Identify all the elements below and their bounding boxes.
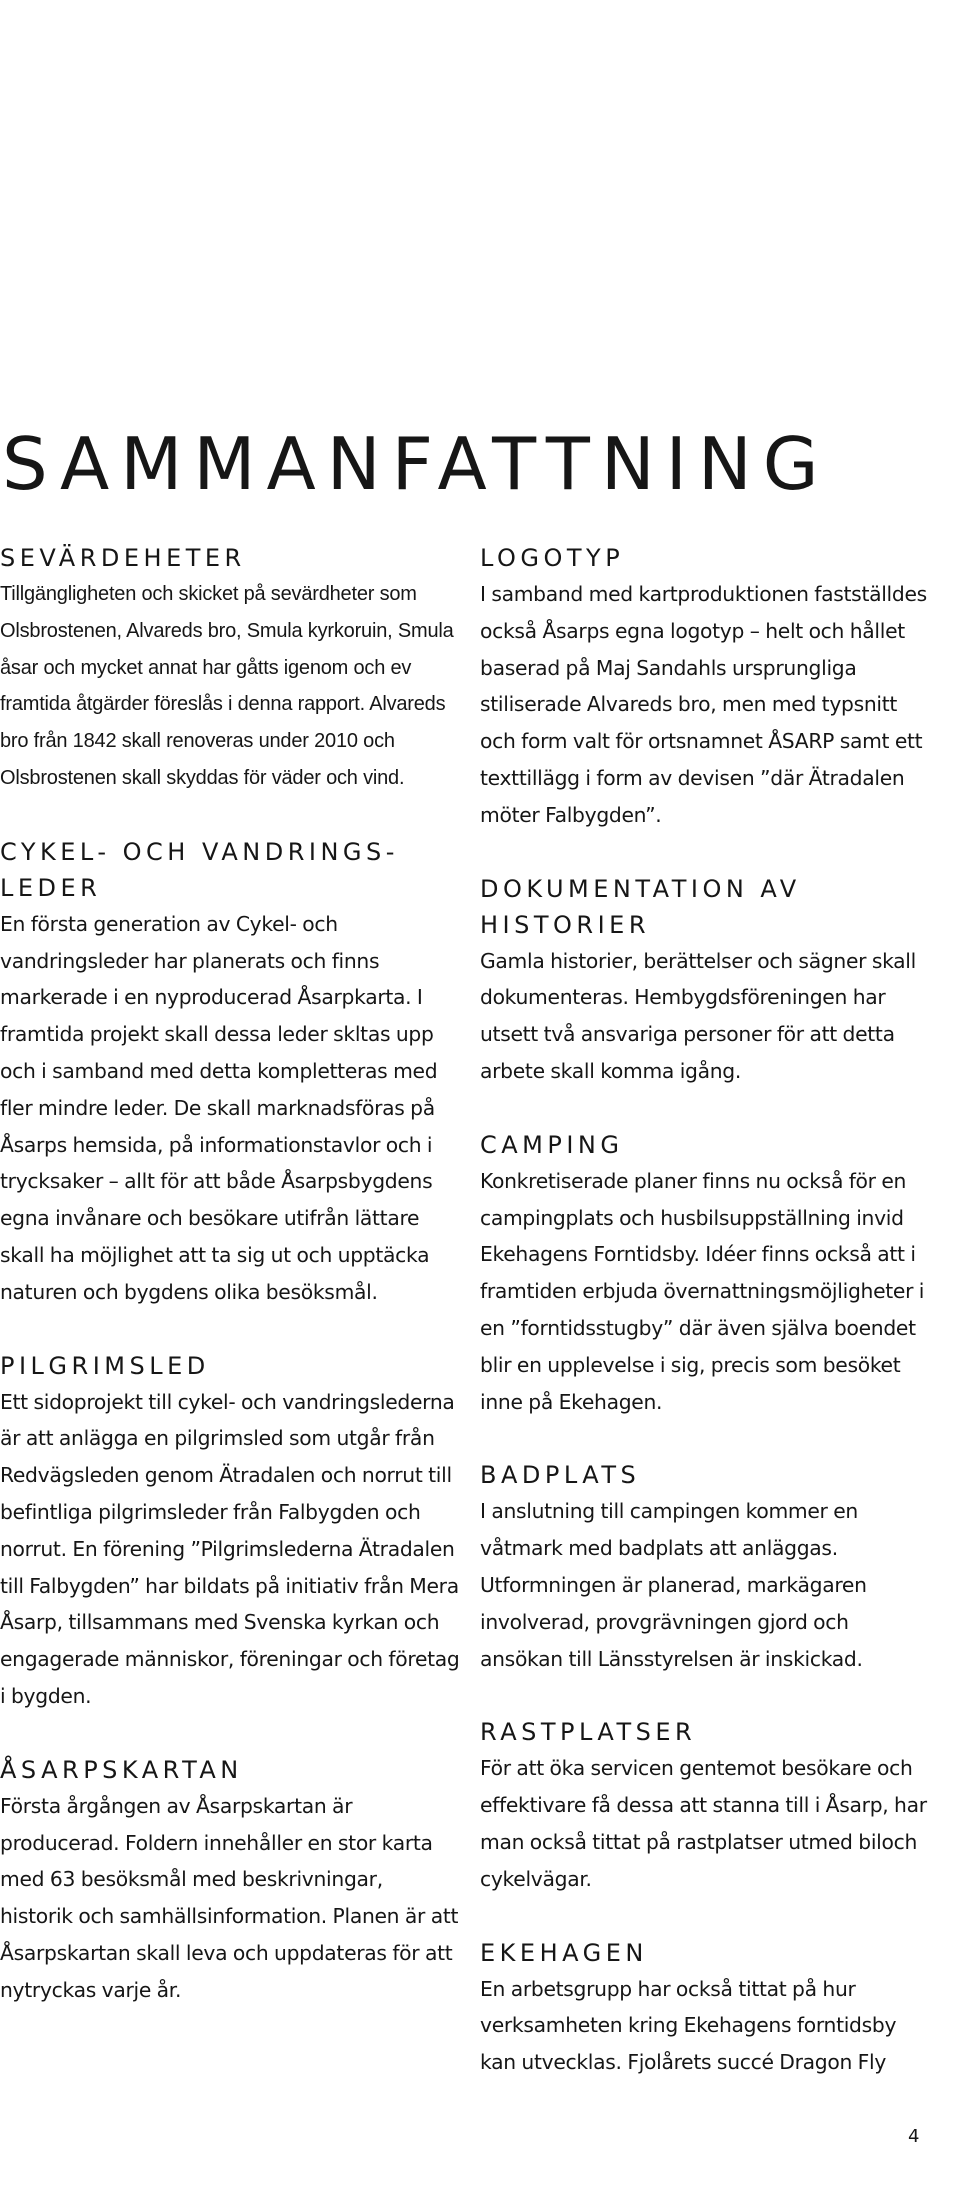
section-body: För att öka servicen gentemot besökare och effektivare få dessa att stanna till i Åsarp, har man också tittat på rastplatser utmed biloch cykelvägar. — [480, 1756, 927, 1891]
section-dokumentation-av-historier — [480, 871, 935, 1090]
section-ekehagen — [480, 1935, 935, 2081]
section-heading: PILGRIMSLED — [0, 1351, 210, 1380]
section-body: I samband med kartproduktionen fastställdes också Åsarps egna logotyp – helt och hållet baserad på Maj Sandahls ursprungliga stiliserade Alvareds bro, men med typsnitt och form valt för ortsnamnet ÅSARP samt ett texttillägg i form av devisen ”där Ätradalen möter Falbygden”. — [480, 582, 927, 827]
section-heading: ÅSARPSKARTAN — [0, 1755, 243, 1784]
section-rastplatser — [480, 1714, 935, 1897]
section-logotyp — [480, 540, 935, 834]
page-number: 4 — [908, 2126, 920, 2147]
section-sevardeheter — [0, 540, 460, 797]
section-body: I anslutning till campingen kommer en våtmark med badplats att anläggas. Utformningen är planerad, markägaren involverad, provgrävningen gjord och ansökan till Länsstyrelsen är inskickad. — [480, 1499, 867, 1671]
section-heading: DOKUMENTATION AV HISTORIER — [480, 874, 801, 939]
section-pilgrimsled — [0, 1348, 460, 1715]
section-body: Ett sidoprojekt till cykel- och vandringslederna är att anlägga en pilgrimsled som utgår från Redvägsleden genom Ätradalen och norrut till befintliga pilgrimsleder från Falbygden och norrut. En förening ”Pilgrimslederna Ätradalen till Falbygden” har bildats på initiativ från Mera Åsarp, tillsammans med Svenska kyrkan och engagerade människor, föreningar och företag i bygden. — [0, 1389, 460, 1708]
left-column — [0, 540, 460, 2009]
section-body: Första årgången av Åsarpskartan är producerad. Foldern innehåller en stor karta med 63 besöksmål med beskrivningar, historik och samhällsinformation. Planen är att Åsarpskartan skall leva och uppdateras för att nytryckas varje år. — [0, 1793, 459, 2002]
section-body: Gamla historier, berättelser och sägner skall dokumenteras. Hembygdsföreningen har utsett två ansvariga personer för att detta arbete skall komma igång. — [480, 948, 916, 1083]
section-body: En första generation av Cykel- och vandringsleder har planerats och finns markerade i en nyproducerad Åsarpkarta. I framtida projekt skall dessa leder skltas upp och i samband med detta kompletteras med fler mindre leder. De skall marknadsföras på Åsarps hemsida, på informationstavlor och i trycksaker – allt för att både Åsarpsbygdens egna invånare och besökare utifrån lättare skall ha möjlighet att ta sig ut och upptäcka naturen och bygdens olika besöksmål. — [0, 911, 438, 1304]
section-heading: RASTPLATSER — [480, 1718, 697, 1747]
section-heading: SEVÄRDEHETER — [0, 544, 246, 572]
section-heading: EKEHAGEN — [480, 1938, 648, 1967]
section-body: Konkretiserade planer finns nu också för en campingplats och husbilsuppställning invid Ekehagens Forntidsby. Idéer finns också att i framtiden erbjuda övernattningsmöjligheter i en ”forntidsstugby” där även själva boendet blir en upplevelse i sig, precis som besöket inne på Ekehagen. — [480, 1168, 925, 1414]
section-heading: LOGOTYP — [480, 544, 625, 572]
section-camping — [480, 1127, 935, 1421]
section-heading: CAMPING — [480, 1130, 624, 1159]
page-title: SAMMANFATTNING — [2, 422, 830, 506]
section-asarpskartan — [0, 1752, 460, 2009]
section-body: Tillgängligheten och skicket på sevärdheter som Olsbrostenen, Alvareds bro, Smula kyrkoruin, Smula åsar och mycket annat har gåtts igenom och ev framtida åtgärder föreslås i denna rapport. Alvareds bro från 1842 skall renoveras under 2010 och Olsbrostenen skall skyddas för väder och vind. — [0, 583, 454, 789]
section-heading: CYKEL- OCH VANDRINGS-LEDER — [0, 837, 399, 902]
section-cykel-och-vandringsleder — [0, 834, 460, 1311]
section-badplats — [480, 1457, 935, 1677]
section-body: En arbetsgrupp har också tittat på hur verksamheten kring Ekehagens forntidsby kan utvecklas. Fjolårets succé Dragon Fly — [480, 1976, 897, 2075]
right-column — [480, 540, 935, 2081]
section-heading: BADPLATS — [480, 1461, 641, 1490]
